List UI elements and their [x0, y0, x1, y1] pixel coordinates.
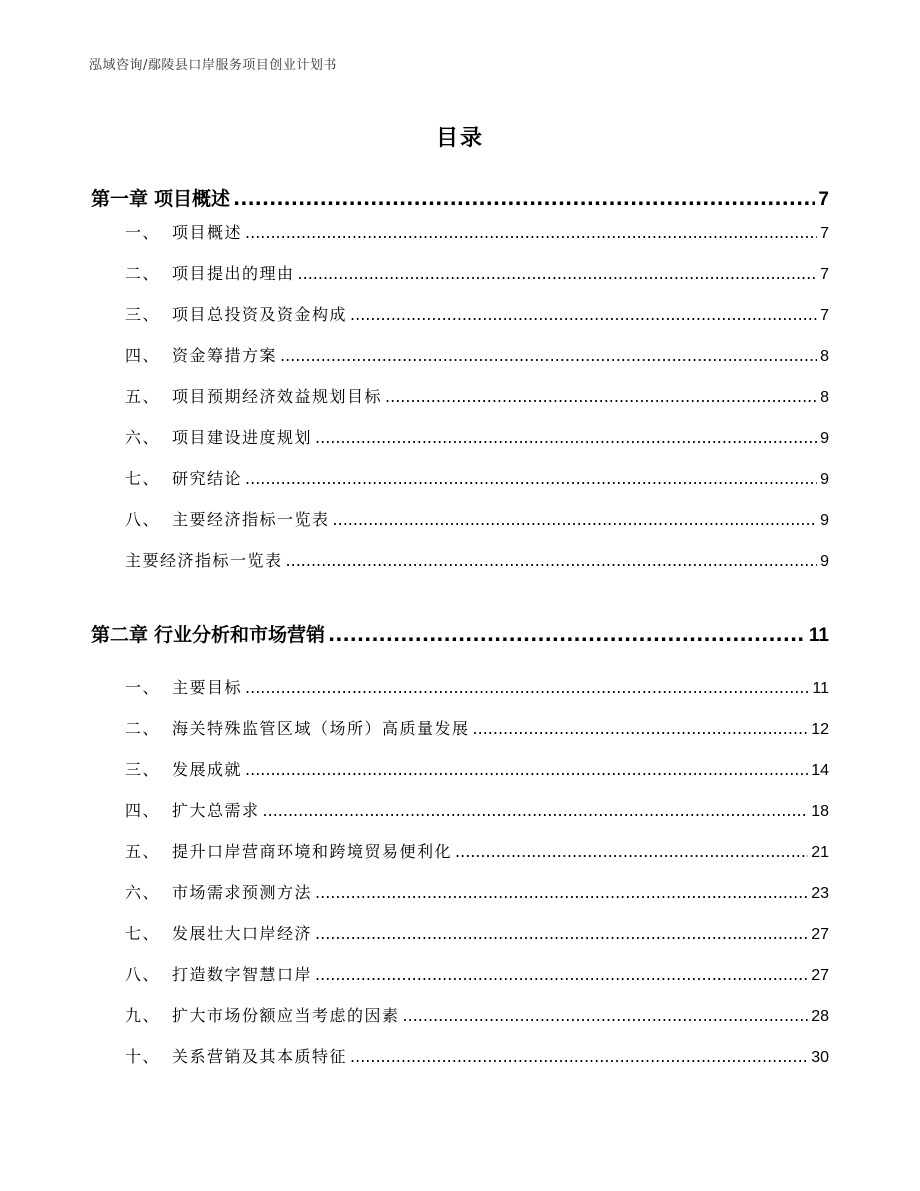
toc-section-title: 发展成就 — [172, 760, 243, 779]
toc-leader-dots — [315, 428, 817, 447]
running-header: 泓域咨询/鄢陵县口岸服务项目创业计划书 — [89, 58, 337, 73]
toc-page-number: 7 — [818, 189, 829, 210]
toc-section-number: 九、 — [125, 1006, 161, 1025]
toc-entry-section[interactable] — [125, 1003, 829, 1026]
toc-chapter-number: 第二章 — [91, 624, 149, 646]
toc-page-number: 18 — [811, 803, 829, 820]
toc-entry-section[interactable] — [125, 675, 829, 698]
toc-page-number: 21 — [811, 844, 829, 861]
toc-entry-chapter-2[interactable] — [91, 620, 829, 647]
toc-section-title: 主要经济指标一览表 — [125, 551, 283, 570]
toc-entry-section[interactable] — [125, 507, 829, 530]
toc-leader-dots — [403, 1006, 809, 1025]
toc-page-number: 7 — [820, 225, 829, 242]
toc-section-number: 三、 — [125, 305, 161, 324]
toc-section-title: 扩大市场份额应当考虑的因素 — [172, 1006, 400, 1025]
toc-section-title: 市场需求预测方法 — [172, 883, 313, 902]
toc-entry-section[interactable] — [125, 716, 829, 739]
toc-leader-dots — [233, 188, 815, 210]
toc-section-title: 扩大总需求 — [172, 801, 260, 820]
toc-entry-section[interactable] — [125, 1044, 829, 1067]
toc-section-number: 八、 — [125, 965, 161, 984]
toc-page-number: 27 — [811, 967, 829, 984]
toc-page-number: 9 — [820, 553, 829, 570]
toc-section-number: 二、 — [125, 264, 161, 283]
toc-section-title: 项目建设进度规划 — [172, 428, 313, 447]
toc-page-number: 9 — [820, 512, 829, 529]
toc-leader-dots — [245, 469, 817, 488]
toc-section-title: 提升口岸营商环境和跨境贸易便利化 — [172, 842, 453, 861]
toc-leader-dots — [473, 719, 809, 738]
toc-page-number: 14 — [811, 762, 829, 779]
toc-entry-section[interactable] — [125, 343, 829, 366]
toc-section-title: 研究结论 — [172, 469, 243, 488]
toc-section-title: 项目提出的理由 — [172, 264, 295, 283]
toc-title: 目录 — [435, 126, 484, 151]
toc-section-title: 项目概述 — [172, 223, 243, 242]
toc-section-number: 八、 — [125, 510, 161, 529]
toc-section-title: 打造数字智慧口岸 — [172, 965, 313, 984]
toc-section-number: 三、 — [125, 760, 161, 779]
toc-section-title: 项目预期经济效益规划目标 — [172, 387, 383, 406]
toc-page-number: 11 — [808, 625, 829, 646]
toc-page-number: 11 — [812, 680, 829, 697]
toc-entry-section[interactable] — [125, 921, 829, 944]
toc-entry-section[interactable] — [125, 220, 829, 243]
toc-leader-dots — [245, 223, 817, 242]
toc-leader-dots — [315, 924, 808, 943]
toc-entry-section[interactable] — [125, 302, 829, 325]
toc-leader-dots — [315, 883, 808, 902]
toc-section-number: 十、 — [125, 1047, 161, 1066]
toc-entry-section[interactable] — [125, 798, 829, 821]
toc-page-number: 27 — [811, 926, 829, 943]
toc-leader-dots — [350, 1047, 808, 1066]
toc-leader-dots — [286, 551, 818, 570]
toc-leader-dots — [385, 387, 817, 406]
toc-section-number: 一、 — [125, 223, 161, 242]
toc-section-number: 四、 — [125, 801, 161, 820]
toc-page-number: 7 — [820, 266, 829, 283]
toc-entry-section[interactable] — [125, 757, 829, 780]
toc-section-title: 海关特殊监管区域（场所）高质量发展 — [172, 719, 470, 738]
toc-page-number: 8 — [820, 348, 829, 365]
toc-section-number: 七、 — [125, 924, 161, 943]
toc-page-number: 30 — [811, 1049, 829, 1066]
toc-leader-dots — [350, 305, 817, 324]
toc-entry-section[interactable] — [125, 880, 829, 903]
toc-section-number: 六、 — [125, 883, 161, 902]
toc-entry-section[interactable] — [125, 839, 829, 862]
toc-section-title: 项目总投资及资金构成 — [172, 305, 348, 324]
toc-chapter-title: 行业分析和市场营销 — [154, 624, 326, 646]
toc-page-number: 9 — [820, 430, 829, 447]
toc-chapter-title: 项目概述 — [154, 188, 231, 210]
toc-leader-dots — [298, 264, 818, 283]
toc-section-number: 五、 — [125, 842, 161, 861]
toc-section-number: 一、 — [125, 678, 161, 697]
toc-section-number: 二、 — [125, 719, 161, 738]
toc-page-number: 12 — [811, 721, 829, 738]
toc-section-number: 四、 — [125, 346, 161, 365]
toc-section-number: 六、 — [125, 428, 161, 447]
toc-entry-section[interactable] — [125, 261, 829, 284]
toc-leader-dots — [280, 346, 817, 365]
toc-section-title: 关系营销及其本质特征 — [172, 1047, 348, 1066]
toc-leader-dots — [455, 842, 808, 861]
toc-page-number: 7 — [820, 307, 829, 324]
toc-leader-dots — [245, 760, 808, 779]
toc-entry-section[interactable] — [125, 425, 829, 448]
toc-section-title: 主要目标 — [172, 678, 243, 697]
toc-entry-section[interactable] — [125, 384, 829, 407]
toc-entry-chapter-1[interactable] — [91, 184, 829, 211]
toc-section-title: 资金筹措方案 — [172, 346, 278, 365]
toc-page-number: 9 — [820, 471, 829, 488]
toc-leader-dots — [245, 678, 809, 697]
toc-section-number: 七、 — [125, 469, 161, 488]
toc-leader-dots — [333, 510, 818, 529]
toc-page-number: 8 — [820, 389, 829, 406]
toc-section-title: 发展壮大口岸经济 — [172, 924, 313, 943]
toc-leader-dots — [263, 801, 809, 820]
toc-leader-dots — [328, 624, 806, 646]
toc-section-number: 五、 — [125, 387, 161, 406]
toc-leader-dots — [315, 965, 808, 984]
toc-page-number: 28 — [811, 1008, 829, 1025]
toc-page-number: 23 — [811, 885, 829, 902]
toc-entry-section[interactable] — [125, 466, 829, 489]
toc-section-title: 主要经济指标一览表 — [172, 510, 330, 529]
toc-entry-section[interactable] — [125, 548, 829, 571]
toc-chapter-number: 第一章 — [91, 188, 149, 210]
toc-entry-section[interactable] — [125, 962, 829, 985]
